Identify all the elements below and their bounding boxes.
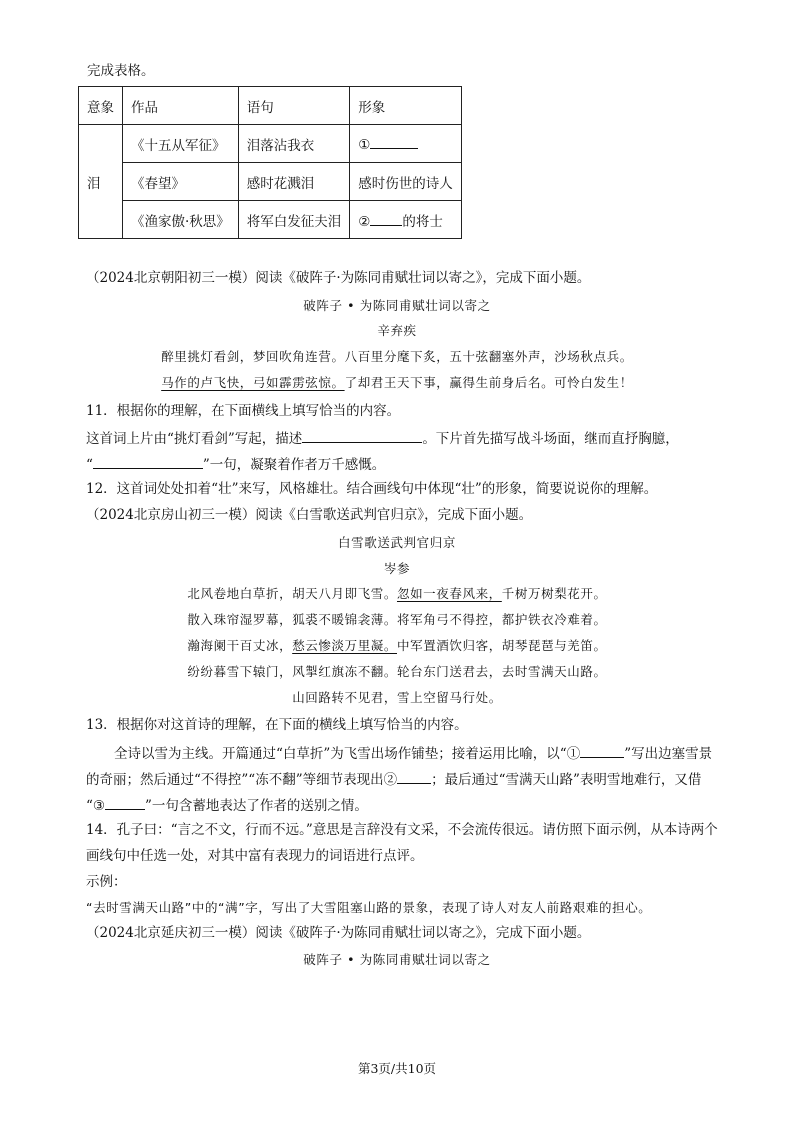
table-row bbox=[79, 163, 462, 201]
image-cell: 感时伤世的诗人 bbox=[350, 163, 462, 201]
section1-source: （2024北京朝阳初三一模）阅读《破阵子·为陈同甫赋壮词以寄之》，完成下面小题。 bbox=[86, 270, 591, 286]
work-cell: 《十五从军征》 bbox=[123, 125, 239, 163]
intro-text: 完成表格。 bbox=[87, 63, 155, 79]
blank-number: ① bbox=[358, 137, 371, 153]
image-cell bbox=[350, 125, 462, 163]
example-text: “去时雪满天山路”中的“满”字，写出了大雪阻塞山路的景象，表现了诗人对友人前路艰难的担心。 bbox=[86, 900, 652, 915]
table-row bbox=[79, 201, 462, 239]
poem-line: 瀚海阑干百丈冰，愁云惨淡万里凝。中军置酒饮归客，胡琴琵琶与羌笛。 bbox=[187, 638, 607, 653]
table-row bbox=[79, 125, 462, 163]
blank-number: ② bbox=[358, 213, 371, 230]
question-11: 11．根据你的理解，在下面横线上填写恰当的内容。 bbox=[86, 403, 401, 419]
example-label: 示例： bbox=[86, 874, 127, 890]
section2-source: （2024北京房山初三一模）阅读《白雪歌送武判官归京》，完成下面小题。 bbox=[86, 507, 533, 523]
question-14-text: 画线句中任选一处，对其中富有表现力的词语进行点评。 bbox=[86, 848, 424, 864]
poem-line: 山回路转不见君，雪上空留马行处。 bbox=[292, 690, 502, 705]
imagery-cell: 泪 bbox=[79, 125, 123, 239]
poem-line: 马作的卢飞快，弓如霹雳弦惊。了却君王天下事，赢得生前身后名。可怜白发生！ bbox=[161, 375, 633, 390]
answer-blank[interactable] bbox=[370, 134, 418, 149]
poem-title: 破阵子 • 为陈同甫赋壮词以寄之 bbox=[303, 952, 491, 967]
page-footer: 第3页/共10页 bbox=[357, 1061, 437, 1076]
image-cell: ② 的将士 bbox=[350, 201, 462, 239]
underlined-sentence: 忽如一夜春风来， bbox=[396, 586, 502, 601]
imagery-table bbox=[78, 86, 462, 239]
answer-blank[interactable] bbox=[580, 743, 624, 758]
work-cell: 《渔家傲·秋思》 bbox=[123, 201, 239, 239]
poem-author: 辛弃疾 bbox=[377, 323, 417, 338]
header-cell: 语句 bbox=[238, 87, 350, 125]
question-11-text: 这首词上片由“挑灯看剑”写起，描述 。下片首先描写战斗场面，继而直抒胸臆， bbox=[86, 428, 679, 448]
section3-source: （2024北京延庆初三一模）阅读《破阵子·为陈同甫赋壮词以寄之》，完成下面小题。 bbox=[86, 925, 591, 941]
poem-title: 破阵子 • 为陈同甫赋壮词以寄之 bbox=[303, 298, 491, 313]
header-cell: 意象 bbox=[79, 87, 123, 125]
table-header-row bbox=[79, 87, 462, 125]
poem-author: 岑参 bbox=[383, 561, 411, 576]
poem-line: 散入珠帘湿罗幕，狐裘不暖锦衾薄。将军角弓不得控，都护铁衣冷难着。 bbox=[187, 612, 607, 627]
poem-line: 北风卷地白草折，胡天八月即飞雪。忽如一夜春风来，千树万树梨花开。 bbox=[187, 586, 607, 601]
question-13-text: 全诗以雪为主线。开篇通过“白草折”为飞雪出场作铺垫；接着运用比喻，以“① ”写出边塞雪景 bbox=[114, 743, 712, 763]
header-cell: 作品 bbox=[123, 87, 239, 125]
poem-title: 白雪歌送武判官归京 bbox=[338, 535, 456, 550]
underlined-sentence: 愁云惨淡万里凝。 bbox=[292, 638, 397, 653]
question-13: 13．根据你对这首诗的理解，在下面的横线上填写恰当的内容。 bbox=[86, 717, 468, 733]
work-cell: 《春望》 bbox=[123, 163, 239, 201]
question-11-text: “ ”一句，凝聚着作者万千感慨。 bbox=[86, 454, 385, 474]
poem-line: 纷纷暮雪下辕门，风掣红旗冻不翻。轮台东门送君去，去时雪满天山路。 bbox=[187, 664, 607, 679]
underlined-sentence: 马作的卢飞快，弓如霹雳弦惊。 bbox=[161, 375, 345, 390]
answer-blank[interactable] bbox=[397, 769, 431, 784]
header-cell: 形象 bbox=[350, 87, 462, 125]
answer-blank[interactable] bbox=[93, 454, 203, 469]
line-cell: 感时花溅泪 bbox=[238, 163, 350, 201]
question-14: 14．孔子曰：“言之不文，行而不远。”意思是言辞没有文采，不会流传很远。请仿照下面示例，从本诗两个 bbox=[86, 822, 718, 838]
question-13-text: “③ ”一句含蓄地表达了作者的送别之情。 bbox=[86, 795, 368, 815]
question-13-text: 的奇丽；然后通过“不得控”“冻不翻”等细节表现出② ；最后通过“雪满天山路”表明雪地难行，又借 bbox=[86, 769, 701, 789]
line-cell: 泪落沾我衣 bbox=[238, 125, 350, 163]
line-cell: 将军白发征夫泪 bbox=[238, 201, 350, 239]
answer-blank[interactable] bbox=[105, 795, 145, 810]
poem-line: 醉里挑灯看剑，梦回吹角连营。八百里分麾下炙，五十弦翻塞外声，沙场秋点兵。 bbox=[161, 349, 633, 364]
question-12: 12．这首词处处扣着“壮”来写，风格雄壮。结合画线句中体现“壮”的形象，简要说说你的理解。 bbox=[86, 481, 658, 497]
answer-blank[interactable] bbox=[370, 211, 402, 226]
answer-blank[interactable] bbox=[302, 428, 422, 443]
